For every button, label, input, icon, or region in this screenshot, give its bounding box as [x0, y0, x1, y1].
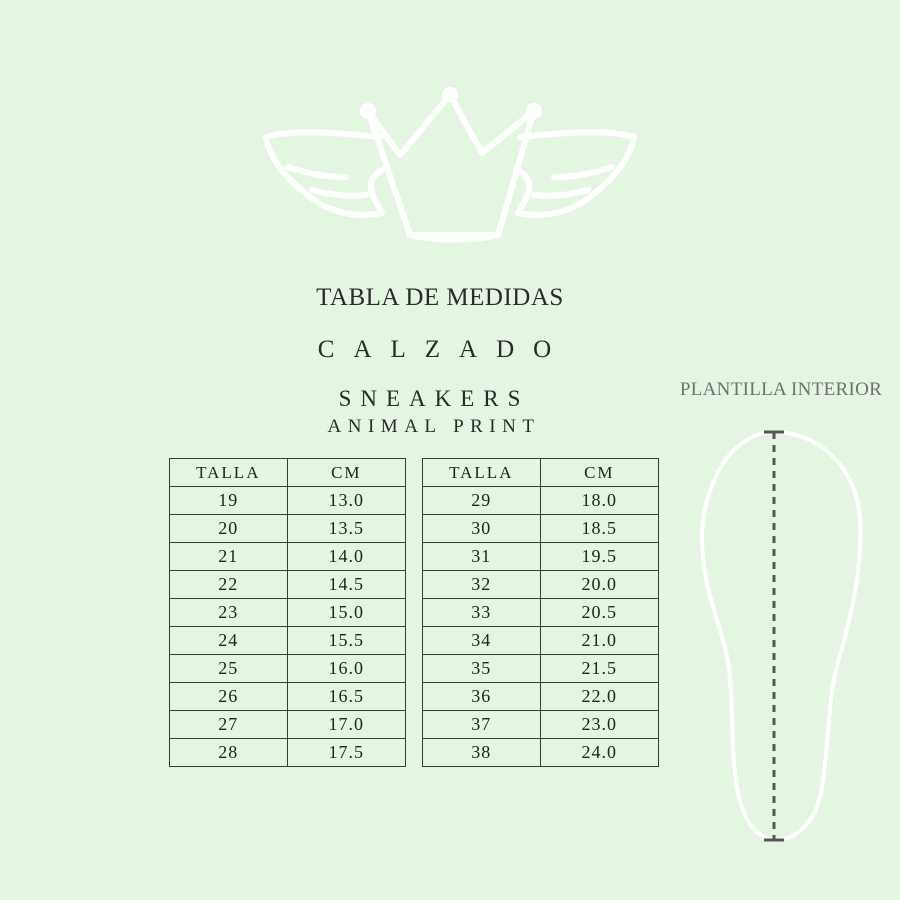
cm-cell: 13.0: [287, 487, 405, 515]
size-cell: 26: [170, 683, 288, 711]
size-cell: 33: [423, 599, 541, 627]
size-cell: 24: [170, 627, 288, 655]
cm-cell: 15.0: [287, 599, 405, 627]
size-cell: 30: [423, 515, 541, 543]
insole-label: PLANTILLA INTERIOR: [679, 379, 883, 400]
table-row: [423, 571, 659, 599]
table-row: [423, 739, 659, 767]
insole-shape-icon: [702, 432, 860, 840]
cm-cell: 24.0: [540, 739, 658, 767]
cm-cell: 14.5: [287, 571, 405, 599]
cm-cell: 21.0: [540, 627, 658, 655]
cm-cell: 14.0: [287, 543, 405, 571]
size-cell: 35: [423, 655, 541, 683]
size-cell: 25: [170, 655, 288, 683]
cm-cell: 18.5: [540, 515, 658, 543]
cm-cell: 22.0: [540, 683, 658, 711]
table-row: [170, 543, 406, 571]
size-cell: 20: [170, 515, 288, 543]
table-row: [423, 711, 659, 739]
size-cell: 19: [170, 487, 288, 515]
cm-cell: 16.5: [287, 683, 405, 711]
table-row: [170, 627, 406, 655]
size-cell: 27: [170, 711, 288, 739]
cm-cell: 23.0: [540, 711, 658, 739]
crown-wings-logo: [262, 85, 638, 245]
cm-cell: 20.0: [540, 571, 658, 599]
table-row: [170, 711, 406, 739]
table-row: [423, 599, 659, 627]
size-cell: 37: [423, 711, 541, 739]
size-cell: 38: [423, 739, 541, 767]
page-title: TABLA DE MEDIDAS: [316, 284, 564, 311]
crown-icon: [368, 95, 534, 235]
table-row: [170, 487, 406, 515]
table-row: [170, 599, 406, 627]
size-cell: 22: [170, 571, 288, 599]
table-row: [423, 515, 659, 543]
length-measure-line: [764, 432, 784, 840]
size-cell: 31: [423, 543, 541, 571]
insole-outline: [700, 428, 865, 844]
table-row: [170, 655, 406, 683]
category-subtitle: CALZADO: [317, 336, 571, 363]
size-cell: 21: [170, 543, 288, 571]
size-table-left: [169, 458, 406, 767]
table-row: [170, 515, 406, 543]
column-header-size: TALLA: [423, 459, 541, 487]
column-header-cm: CM: [540, 459, 658, 487]
size-table-right: [422, 458, 659, 767]
product-variant: ANIMAL PRINT: [327, 416, 541, 437]
cm-cell: 13.5: [287, 515, 405, 543]
table-row: [423, 543, 659, 571]
table-row: [423, 627, 659, 655]
size-cell: 23: [170, 599, 288, 627]
cm-cell: 17.0: [287, 711, 405, 739]
cm-cell: 19.5: [540, 543, 658, 571]
table-row: [423, 683, 659, 711]
cm-cell: 15.5: [287, 627, 405, 655]
cm-cell: 18.0: [540, 487, 658, 515]
table-row: [423, 487, 659, 515]
size-cell: 34: [423, 627, 541, 655]
size-cell: 36: [423, 683, 541, 711]
cm-cell: 20.5: [540, 599, 658, 627]
column-header-size: TALLA: [170, 459, 288, 487]
cm-cell: 16.0: [287, 655, 405, 683]
table-header-row: [170, 459, 406, 487]
table-row: [170, 571, 406, 599]
table-row: [170, 683, 406, 711]
table-row: [423, 655, 659, 683]
size-cell: 29: [423, 487, 541, 515]
table-header-row: [423, 459, 659, 487]
cm-cell: 17.5: [287, 739, 405, 767]
column-header-cm: CM: [287, 459, 405, 487]
cm-cell: 21.5: [540, 655, 658, 683]
size-cell: 28: [170, 739, 288, 767]
size-cell: 32: [423, 571, 541, 599]
table-row: [170, 739, 406, 767]
product-name: SNEAKERS: [338, 386, 530, 411]
